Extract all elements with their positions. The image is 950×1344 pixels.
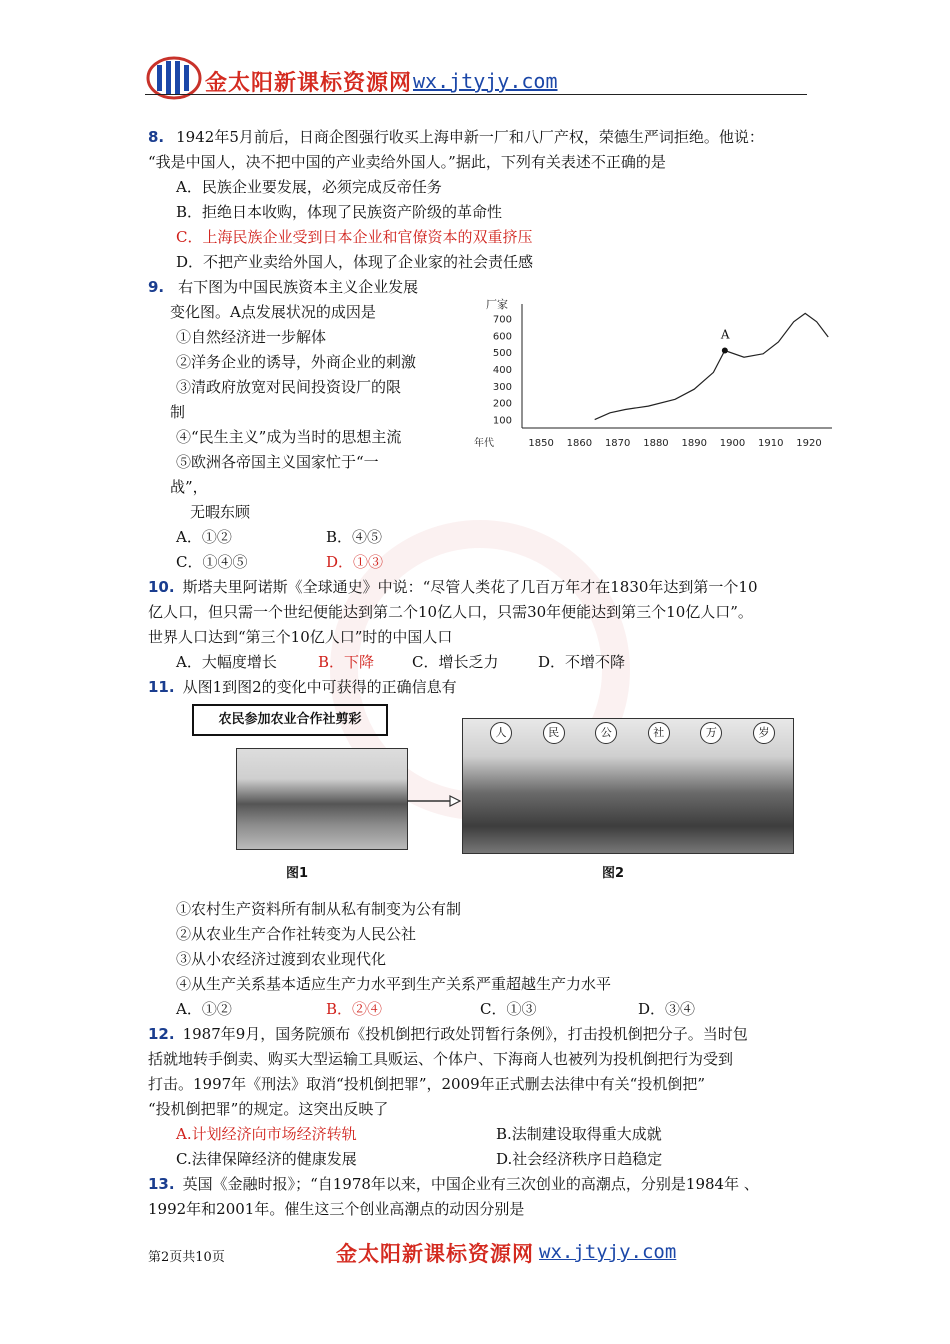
q10-option-b: B．下降 xyxy=(318,653,375,671)
q9-item-5: ⑤欧洲各帝国主义国家忙于“一 xyxy=(176,453,379,471)
q9-number: 9. xyxy=(148,278,165,296)
q10-stem-cont2: 世界人口达到“第三个10亿人口”时的中国人口 xyxy=(148,628,453,646)
header-rule xyxy=(145,94,807,95)
footer-url[interactable]: wx.jtyjy.com xyxy=(539,1241,677,1263)
series-line xyxy=(595,313,829,419)
x-tick-label: 1870 xyxy=(604,438,631,449)
y-tick-label: 200 xyxy=(492,398,512,410)
q11-caption-text: 农民参加农业合作社剪彩 xyxy=(218,712,362,727)
q9-line1 xyxy=(148,276,418,298)
y-tick-label: 100 xyxy=(492,415,512,427)
footer-page-number: 第2页共10页 xyxy=(148,1250,225,1265)
y-axis-label: 厂家 xyxy=(486,298,508,311)
x-tick-label: 1890 xyxy=(681,438,707,449)
q12-stem-cont2: 打击。1997年《刑法》取消“投机倒把罪”，2009年正式删去法律中有关“投机倒把” xyxy=(148,1075,706,1093)
header-title: 金太阳新课标资源网 xyxy=(205,70,413,96)
footer-title: 金太阳新课标资源网 xyxy=(336,1241,534,1266)
q9-item-4: ④“民生主义”成为当时的思想主流 xyxy=(176,428,402,446)
q11-option-d: D．③④ xyxy=(638,1000,696,1018)
banner-char: 社 xyxy=(648,722,670,744)
q11-stem: 从图1到图2的变化中可获得的正确信息有 xyxy=(182,678,457,696)
q11-item-3: ③从小农经济过渡到农业现代化 xyxy=(176,950,387,968)
y-tick-label: 300 xyxy=(492,381,512,393)
y-tick-label: 500 xyxy=(492,348,512,360)
q10-option-a: A．大幅度增长 xyxy=(176,653,277,671)
q11-item-1: ①农村生产资料所有制从私有制变为公有制 xyxy=(176,900,462,918)
x-tick-label: 1880 xyxy=(643,438,669,449)
q9-stem: 右下图为中国民族资本主义企业发展 xyxy=(178,278,419,296)
q9-option-d: D．①③ xyxy=(326,553,384,571)
x-tick-label: 1910 xyxy=(758,438,784,449)
q11-option-b: B．②④ xyxy=(326,1000,383,1018)
q12-option-a: A.计划经济向市场经济转轨 xyxy=(176,1125,357,1143)
q12-stem-cont3: “投机倒把罪”的规定。这突出反映了 xyxy=(148,1100,389,1118)
q12-stem-cont: 括就地转手倒卖、购买大型运输工具贩运、个体户、下海商人也被列为投机倒把行为受到 xyxy=(148,1050,734,1068)
header-url[interactable]: wx.jtyjy.com xyxy=(413,69,558,93)
q9-item-2: ②洋务企业的诱导，外商企业的刺激 xyxy=(176,353,417,371)
q11-figure-2-label: 图2 xyxy=(602,866,625,881)
q11-banner xyxy=(490,722,775,744)
q10-number: 10. xyxy=(148,578,175,596)
banner-char: 岁 xyxy=(753,722,775,744)
q11-photo-1 xyxy=(236,748,408,850)
q10-stem: 斯塔夫里阿诺斯《全球通史》中说：“尽管人类花了几百万年才在1830年达到第一个10 xyxy=(182,578,758,596)
banner-char: 万 xyxy=(700,722,722,744)
q9-option-a: A．①② xyxy=(176,528,232,546)
q11-item-4: ④从生产关系基本适应生产力水平到生产关系严重超越生产力水平 xyxy=(176,975,612,993)
q8-option-d: D．不把产业卖给外国人，体现了企业家的社会责任感 xyxy=(176,253,534,271)
arrow-icon xyxy=(406,794,462,808)
q10-option-d: D．不增不降 xyxy=(538,653,626,671)
q12-option-d: D.社会经济秩序日趋稳定 xyxy=(496,1150,663,1168)
banner-char: 民 xyxy=(543,722,565,744)
q9-option-b: B．④⑤ xyxy=(326,528,383,546)
y-tick-label: 400 xyxy=(492,365,512,376)
q12-number: 12. xyxy=(148,1025,175,1043)
q11-item-2: ②从农业生产合作社转变为人民公社 xyxy=(176,925,417,943)
q10-line1 xyxy=(148,576,758,598)
x-tick-label: 1900 xyxy=(719,438,746,449)
x-tick-label: 1850 xyxy=(528,438,554,449)
q10-stem-cont: 亿人口，但只需一个世纪便能达到第二个10亿人口，只需30年便能达到第三个10亿人口”。 xyxy=(148,603,753,621)
q11-caption-box xyxy=(192,704,388,736)
q8-option-b: B．拒绝日本收购，体现了民族资产阶级的革命性 xyxy=(176,203,503,221)
q8-stem: 1942年5月前后，日商企图强行收买上海申新一厂和八厂产权，荣德生严词拒绝。他说： xyxy=(176,128,764,146)
q13-stem: 英国《金融时报》；“自1978年以来，中国企业有三次创业的高潮点，分别是1984年 、 xyxy=(182,1175,759,1193)
q12-stem: 1987年9月，国务院颁布《投机倒把行政处罚暂行条例》，打击投机倒把分子。当时包 xyxy=(182,1025,748,1043)
y-tick-label: 700 xyxy=(492,314,512,326)
q11-option-c: C．①③ xyxy=(480,1000,537,1018)
q13-line1 xyxy=(148,1173,759,1195)
q8-option-c: C．上海民族企业受到日本企业和官僚资本的双重挤压 xyxy=(176,228,533,246)
q12-line1 xyxy=(148,1023,748,1045)
q12-option-c: C.法律保障经济的健康发展 xyxy=(176,1150,357,1168)
q9-item-3-cont: 制 xyxy=(170,403,186,421)
y-tick-label: 600 xyxy=(492,331,512,343)
q9-item-5-cont2: 无暇东顾 xyxy=(190,503,251,521)
q8-line1 xyxy=(148,126,764,148)
q11-line1 xyxy=(148,676,457,698)
q12-option-b: B.法制建设取得重大成就 xyxy=(496,1125,662,1143)
q13-stem-cont: 1992年和2001年。催生这三个创业高潮点的动因分别是 xyxy=(148,1200,525,1218)
x-tick-label: 1860 xyxy=(566,438,593,449)
q10-option-c: C．增长乏力 xyxy=(412,653,499,671)
q9-item-5-cont: 战”， xyxy=(170,478,208,496)
q13-number: 13. xyxy=(148,1175,175,1193)
q8-stem-cont: “我是中国人，决不把中国的产业卖给外国人。”据此，下列有关表述不正确的是 xyxy=(148,153,666,171)
q9-chart xyxy=(470,296,842,464)
x-axis-label: 年代 xyxy=(474,438,494,449)
q9-stem-cont: 变化图。A点发展状况的成因是 xyxy=(170,303,376,321)
banner-char: 人 xyxy=(490,722,512,744)
q9-item-1: ①自然经济进一步解体 xyxy=(176,328,327,346)
q9-item-3: ③清政府放宽对民间投资设厂的限 xyxy=(176,378,402,396)
point-a-label: A xyxy=(720,327,730,342)
q8-number: 8. xyxy=(148,128,165,146)
banner-char: 公 xyxy=(595,722,617,744)
q11-number: 11. xyxy=(148,678,175,696)
q9-option-c: C．①④⑤ xyxy=(176,553,248,571)
x-tick-label: 1920 xyxy=(796,438,822,449)
q8-option-a: A．民族企业要发展，必须完成反帝任务 xyxy=(176,178,442,196)
q11-figure-1-label: 图1 xyxy=(286,866,309,881)
q11-option-a: A．①② xyxy=(176,1000,232,1018)
point-a-marker xyxy=(722,347,728,353)
